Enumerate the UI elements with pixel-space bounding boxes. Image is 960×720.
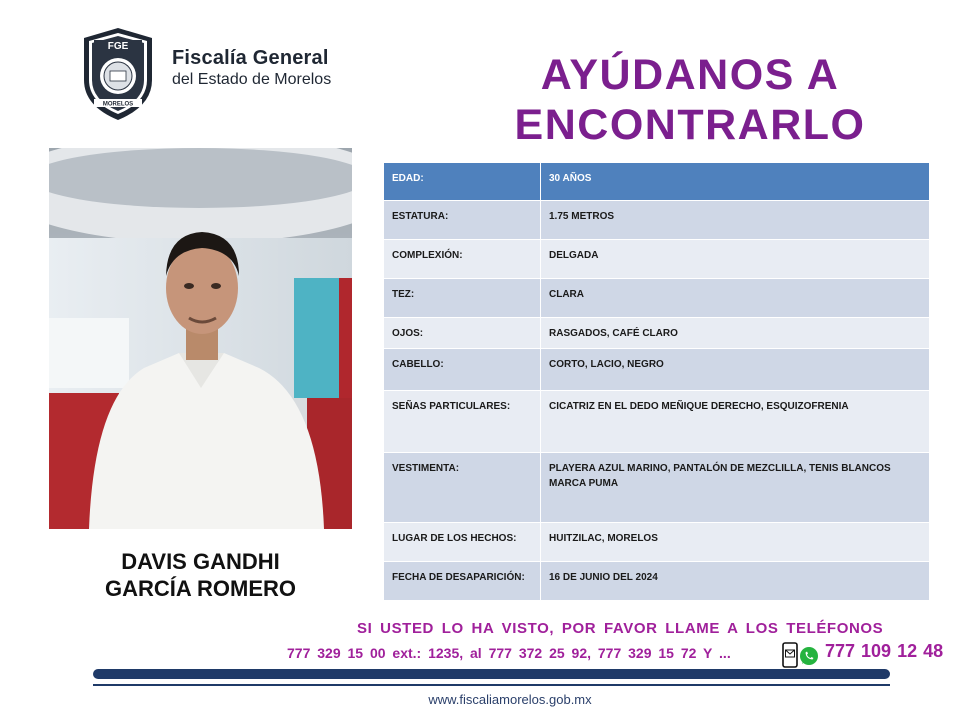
detail-label: EDAD: bbox=[384, 163, 541, 200]
table-row bbox=[384, 453, 929, 523]
mobile-mail-icon bbox=[783, 643, 797, 667]
whatsapp-icon bbox=[800, 647, 818, 665]
table-row bbox=[384, 318, 929, 349]
detail-value: CORTO, LACIO, NEGRO bbox=[549, 359, 664, 370]
detail-label: SEÑAS PARTICULARES: bbox=[384, 391, 541, 452]
detail-label: COMPLEXIÓN: bbox=[384, 240, 541, 278]
detail-value: CLARA bbox=[549, 289, 584, 300]
detail-value: 30 AÑOS bbox=[549, 173, 592, 184]
fge-shield-badge bbox=[80, 26, 156, 122]
table-row bbox=[384, 349, 929, 391]
headline bbox=[470, 50, 910, 150]
detail-label: FECHA DE DESAPARICIÓN: bbox=[384, 562, 541, 600]
person-name-line1: DAVIS GANDHI bbox=[121, 549, 280, 574]
contact-prompt: SI USTED LO HA VISTO, POR FAVOR LLAME A LOS TELÉFONOS bbox=[357, 620, 884, 637]
table-row bbox=[384, 163, 929, 201]
detail-label: ESTATURA: bbox=[384, 201, 541, 239]
svg-text:MORELOS: MORELOS bbox=[102, 101, 134, 108]
detail-value: RASGADOS, CAFÉ CLARO bbox=[549, 328, 678, 339]
contact-phones: 777 329 15 00 ext.: 1235, al 777 372 25 92, 777 329 15 72 Y ... bbox=[287, 645, 731, 661]
org-subtitle: del Estado de Morelos bbox=[172, 71, 332, 88]
person-photo bbox=[49, 148, 352, 529]
whatsapp-number: 777 109 12 48 bbox=[825, 641, 944, 661]
detail-label: CABELLO: bbox=[384, 349, 541, 390]
table-row bbox=[384, 523, 929, 562]
headline-line1: AYÚDANOS A bbox=[540, 51, 840, 99]
detail-label: TEZ: bbox=[384, 279, 541, 317]
table-row bbox=[384, 201, 929, 240]
detail-value: 1.75 METROS bbox=[549, 211, 615, 222]
detail-value: CICATRIZ EN EL DEDO MEÑIQUE DERECHO, ESQUIZOFRENIA bbox=[549, 401, 849, 412]
detail-value: 16 DE JUNIO DEL 2024 bbox=[549, 572, 658, 583]
contact-icons bbox=[781, 642, 819, 668]
details-table bbox=[383, 163, 928, 601]
table-row bbox=[384, 240, 929, 279]
org-name: Fiscalía General bbox=[172, 47, 329, 69]
detail-value: DELGADA bbox=[549, 250, 599, 261]
footer-bar bbox=[93, 669, 890, 679]
headline-line2: ENCONTRARLO bbox=[514, 101, 866, 149]
table-row bbox=[384, 279, 929, 318]
website-link[interactable]: www.fiscaliamorelos.gob.mx bbox=[428, 692, 592, 707]
detail-label: LUGAR DE LOS HECHOS: bbox=[384, 523, 541, 561]
detail-label: OJOS: bbox=[384, 318, 541, 348]
svg-text:FGE: FGE bbox=[107, 41, 129, 52]
detail-label: VESTIMENTA: bbox=[384, 453, 541, 522]
table-row bbox=[384, 391, 929, 453]
detail-value: HUITZILAC, MORELOS bbox=[549, 533, 658, 544]
footer-line bbox=[93, 684, 890, 686]
person-name-line2: GARCÍA ROMERO bbox=[104, 576, 297, 601]
person-name bbox=[49, 548, 352, 602]
detail-value: PLAYERA AZUL MARINO, PANTALÓN DE MEZCLILLA, TENIS BLANCOS MARCA PUMA bbox=[549, 463, 891, 489]
fge-logo bbox=[80, 26, 380, 126]
table-row bbox=[384, 562, 929, 601]
